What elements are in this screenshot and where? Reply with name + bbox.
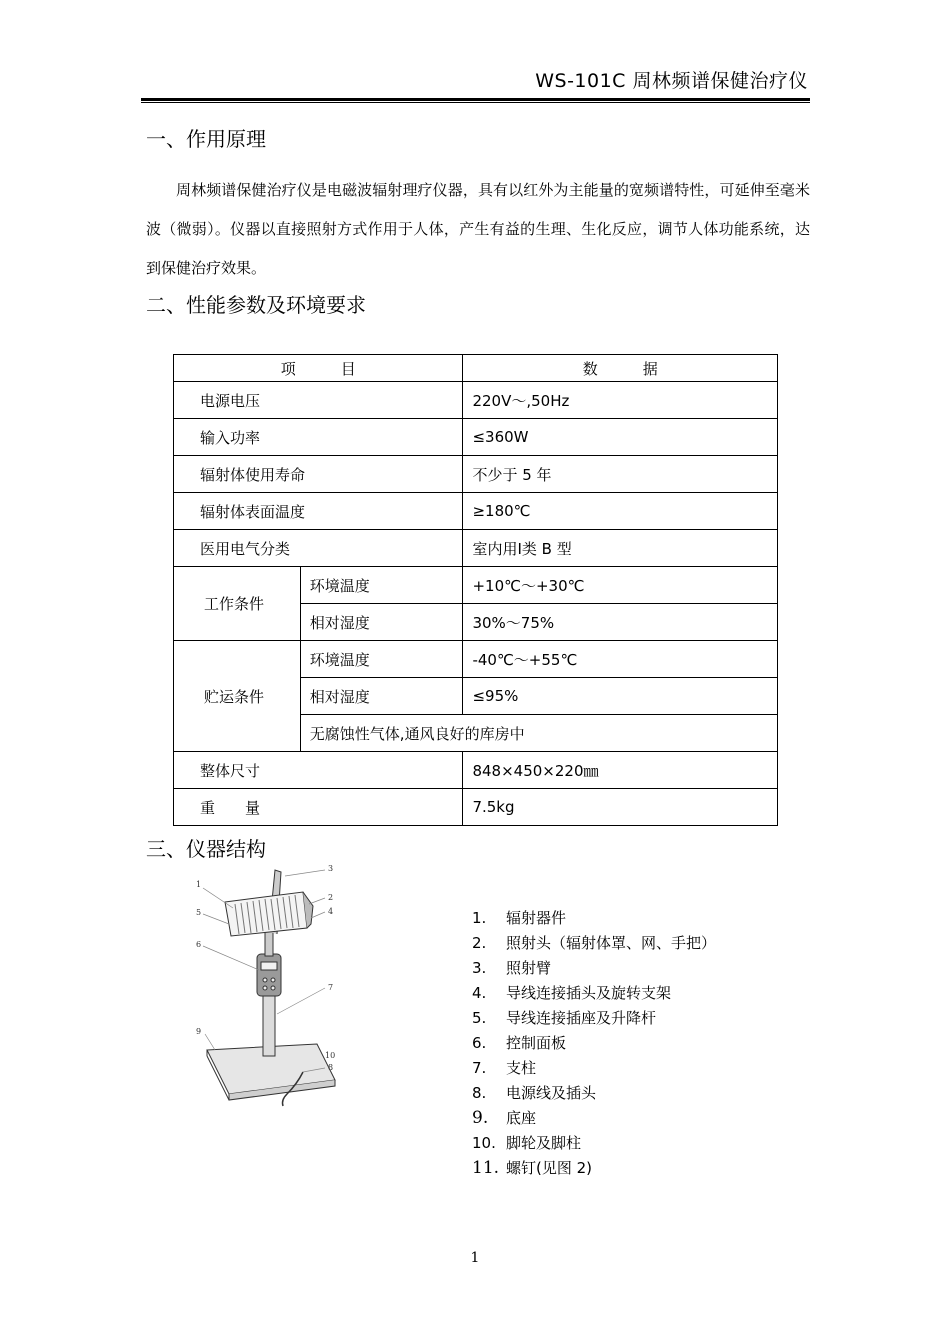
list-item-number: 7.: [472, 1059, 487, 1077]
table-cell-item: 辐射体表面温度: [174, 493, 463, 530]
table-cell-value: 不少于 5 年: [463, 456, 778, 493]
table-cell-subitem: 环境温度: [300, 641, 463, 678]
table-row: [174, 382, 778, 419]
list-item: [472, 1131, 716, 1156]
list-item: [472, 906, 716, 931]
figure-label: 3: [328, 864, 334, 873]
table-cell-item: 辐射体使用寿命: [174, 456, 463, 493]
irradiation-head-shape: [225, 892, 307, 936]
table-cell-item: 重 量: [174, 789, 463, 826]
list-item-number: 6.: [472, 1034, 487, 1052]
list-item: [472, 956, 716, 981]
list-item-number: 10.: [472, 1134, 496, 1152]
list-item-label: 电源线及插头: [506, 1084, 597, 1102]
table-header-row: [174, 355, 778, 382]
table-cell-value: -40℃～+55℃: [463, 641, 778, 678]
section2-heading: 二、性能参数及环境要求: [146, 293, 366, 317]
figure-label: 10: [325, 1051, 336, 1060]
section1-paragraph: 周林频谱保健治疗仪是电磁波辐射理疗仪器，具有以红外为主能量的宽频谱特性，可延伸至毫米波（微弱）。仪器以直接照射方式作用于人体，产生有益的生理、生化反应，调节人体功能系统，达到保健治疗效果。: [146, 181, 810, 277]
table-cell-value: ≤95%: [463, 678, 778, 715]
table-cell-group-storage: 贮运条件: [174, 641, 301, 752]
table-cell-value: ≥180℃: [463, 493, 778, 530]
pillar-shape: [263, 994, 275, 1056]
list-item: [472, 981, 716, 1006]
table-cell-value: 220V～,50Hz: [463, 382, 778, 419]
figure-label: 4: [328, 907, 334, 916]
list-item: [472, 1006, 716, 1031]
list-item-number: 9.: [472, 1108, 489, 1128]
list-item-number: 11.: [472, 1158, 500, 1178]
list-item-number: 4.: [472, 984, 487, 1002]
list-item-label: 照射臂: [506, 959, 552, 977]
parts-list: [472, 906, 716, 1181]
list-item: [472, 1081, 716, 1106]
table-cell-item: 医用电气分类: [174, 530, 463, 567]
list-item: [472, 931, 716, 956]
table-row: [174, 641, 778, 678]
table-row: [174, 789, 778, 826]
list-item-label: 导线连接插座及升降杆: [506, 1009, 657, 1027]
list-item-label: 支柱: [506, 1059, 537, 1077]
section1-heading: 一、作用原理: [146, 127, 266, 151]
figure-label: 7: [328, 983, 334, 992]
list-item-label: 控制面板: [506, 1034, 567, 1052]
control-panel-shape: [257, 954, 281, 996]
list-item-number: 2.: [472, 934, 487, 952]
spec-table: [173, 354, 778, 826]
list-item-number: 8.: [472, 1084, 487, 1102]
section3-heading: 三、仪器结构: [146, 837, 266, 861]
figure-label: 1: [196, 880, 202, 889]
table-cell-value: ≤360W: [463, 419, 778, 456]
table-row: [174, 752, 778, 789]
table-cell-value: +10℃～+30℃: [463, 567, 778, 604]
list-item: [472, 1056, 716, 1081]
table-cell-subitem: 环境温度: [300, 567, 463, 604]
table-row: [174, 419, 778, 456]
figure-label: 2: [328, 893, 334, 902]
table-row: [174, 456, 778, 493]
list-item-number: 5.: [472, 1009, 487, 1027]
table-cell-value: 7.5kg: [463, 789, 778, 826]
list-item-label: 辐射器件: [506, 909, 567, 927]
list-item-label: 导线连接插头及旋转支架: [506, 984, 672, 1002]
table-cell-item: 整体尺寸: [174, 752, 463, 789]
list-item-label: 螺钉(见图 2): [506, 1159, 593, 1177]
table-row: [174, 567, 778, 604]
table-header-data: 数 据: [463, 355, 778, 382]
list-item-label: 照射头（辐射体罩、网、手把）: [506, 934, 717, 952]
table-cell-group-work: 工作条件: [174, 567, 301, 641]
table-cell-item: 电源电压: [174, 382, 463, 419]
document-header-title: WS-101C 周林频谱保健治疗仪: [535, 70, 808, 92]
table-row: [174, 530, 778, 567]
table-cell-subitem: 相对湿度: [300, 604, 463, 641]
figure-label: 5: [196, 908, 202, 917]
table-cell-value: 室内用Ⅰ类 B 型: [463, 530, 778, 567]
list-item: [472, 1106, 716, 1131]
table-header-item: 项 目: [174, 355, 463, 382]
list-item: [472, 1031, 716, 1056]
header-rule: [141, 98, 810, 101]
device-structure-figure: [185, 858, 350, 1114]
header-rule-thin: [141, 102, 810, 103]
table-cell-note: 无腐蚀性气体,通风良好的库房中: [300, 715, 777, 752]
list-item-label: 底座: [506, 1109, 537, 1127]
figure-label: 8: [328, 1063, 334, 1072]
list-item-number: 3.: [472, 959, 487, 977]
table-row: [174, 493, 778, 530]
list-item: [472, 1156, 716, 1181]
list-item-label: 脚轮及脚柱: [506, 1134, 582, 1152]
table-cell-value: 848×450×220㎜: [463, 752, 778, 789]
list-item-number: 1.: [472, 909, 487, 927]
table-cell-value: 30%～75%: [463, 604, 778, 641]
page-number: 1: [470, 1250, 480, 1266]
table-cell-subitem: 相对湿度: [300, 678, 463, 715]
table-cell-item: 输入功率: [174, 419, 463, 456]
figure-label: 6: [196, 940, 202, 949]
figure-label: 9: [196, 1027, 202, 1036]
